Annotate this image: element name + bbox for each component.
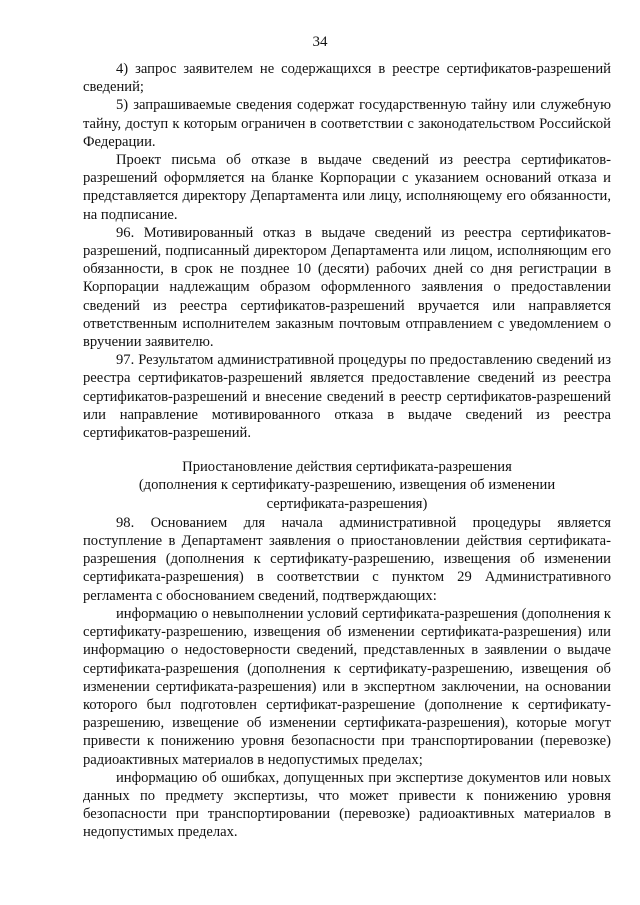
paragraph: информацию о невыполнении условий сертификата-разрешения (дополнения к сертификату-разрешению, извещения об изменении сертификата-разрешения) или информацию о недостоверности сведений, представленных в заявлении о выдаче сертификата-разрешения (дополнения к сертификату-разрешению, извещения об изменении сертификата-разрешения) или в экспертном заключении, на основании которого был подготовлен сертификат-разрешение (дополнение к сертификату-разрешению, извещение об изменении сертификата-разрешения), которые могут привести к понижению уровня безопасности при транспортировании (перевозке) радиоактивных материалов в недопустимых пределах; [83, 605, 611, 768]
paragraph: 5) запрашиваемые сведения содержат государственную тайну или служебную тайну, доступ к которым ограничен в соответствии с законодательством Российской Федерации. [83, 97, 611, 150]
section-heading-line: (дополнения к сертификату-разрешению, извещения об изменении [138, 477, 556, 494]
paragraph: информацию об ошибках, допущенных при экспертизе документов или новых данных по предмету экспертизы, что может привести к понижению уровня безопасности при транспортировании (перевозке) радиоактивных материалов в недопустимых пределах. [83, 769, 611, 841]
section-heading-line: сертификата-разрешения) [266, 495, 428, 512]
paragraph: 96. Мотивированный отказ в выдаче сведений из реестра сертификатов-разрешений, подписанный директором Департамента или лицом, исполняющим его обязанности, в срок не позднее 10 (десяти) рабочих дней со дня регистрации в Корпорации надлежащим образом оформленного заявления о предоставлении сведений из реестра сертификатов-разрешений вручается или направляется ответственным исполнителем заказным почтовым отправлением с уведомлением о вручении заявителю. [83, 224, 611, 351]
page-number: 34 [312, 34, 328, 50]
section-heading-line: Приостановление действия сертификата-разрешения [182, 459, 512, 476]
paragraph: Проект письма об отказе в выдаче сведений из реестра сертификатов-разрешений оформляется на бланке Корпорации с указанием оснований отказа и представляется директору Департамента или лицу, исполняющему его обязанности, на подписание. [83, 152, 611, 223]
paragraph: 4) запрос заявителем не содержащихся в реестре сертификатов-разрешений сведений; [83, 61, 611, 96]
document-body [83, 60, 611, 842]
section-heading [83, 458, 611, 513]
paragraph: 98. Основанием для начала административной процедуры является поступление в Департамент заявления о приостановлении действия сертификата-разрешения (дополнения к сертификату-разрешению, извещения об изменении сертификата-разрешения) в соответствии с пунктом 29 Административного регламента с обоснованием сведений, подтверждающих: [83, 514, 611, 604]
paragraph: 97. Результатом административной процедуры по предоставлению сведений из реестра сертификатов-разрешений является предоставление сведений из реестра сертификатов-разрешений и внесение сведений в реестр сертификатов-разрешений или направление мотивированного отказа в выдаче сведений из реестра сертификатов-разрешений. [83, 352, 611, 442]
